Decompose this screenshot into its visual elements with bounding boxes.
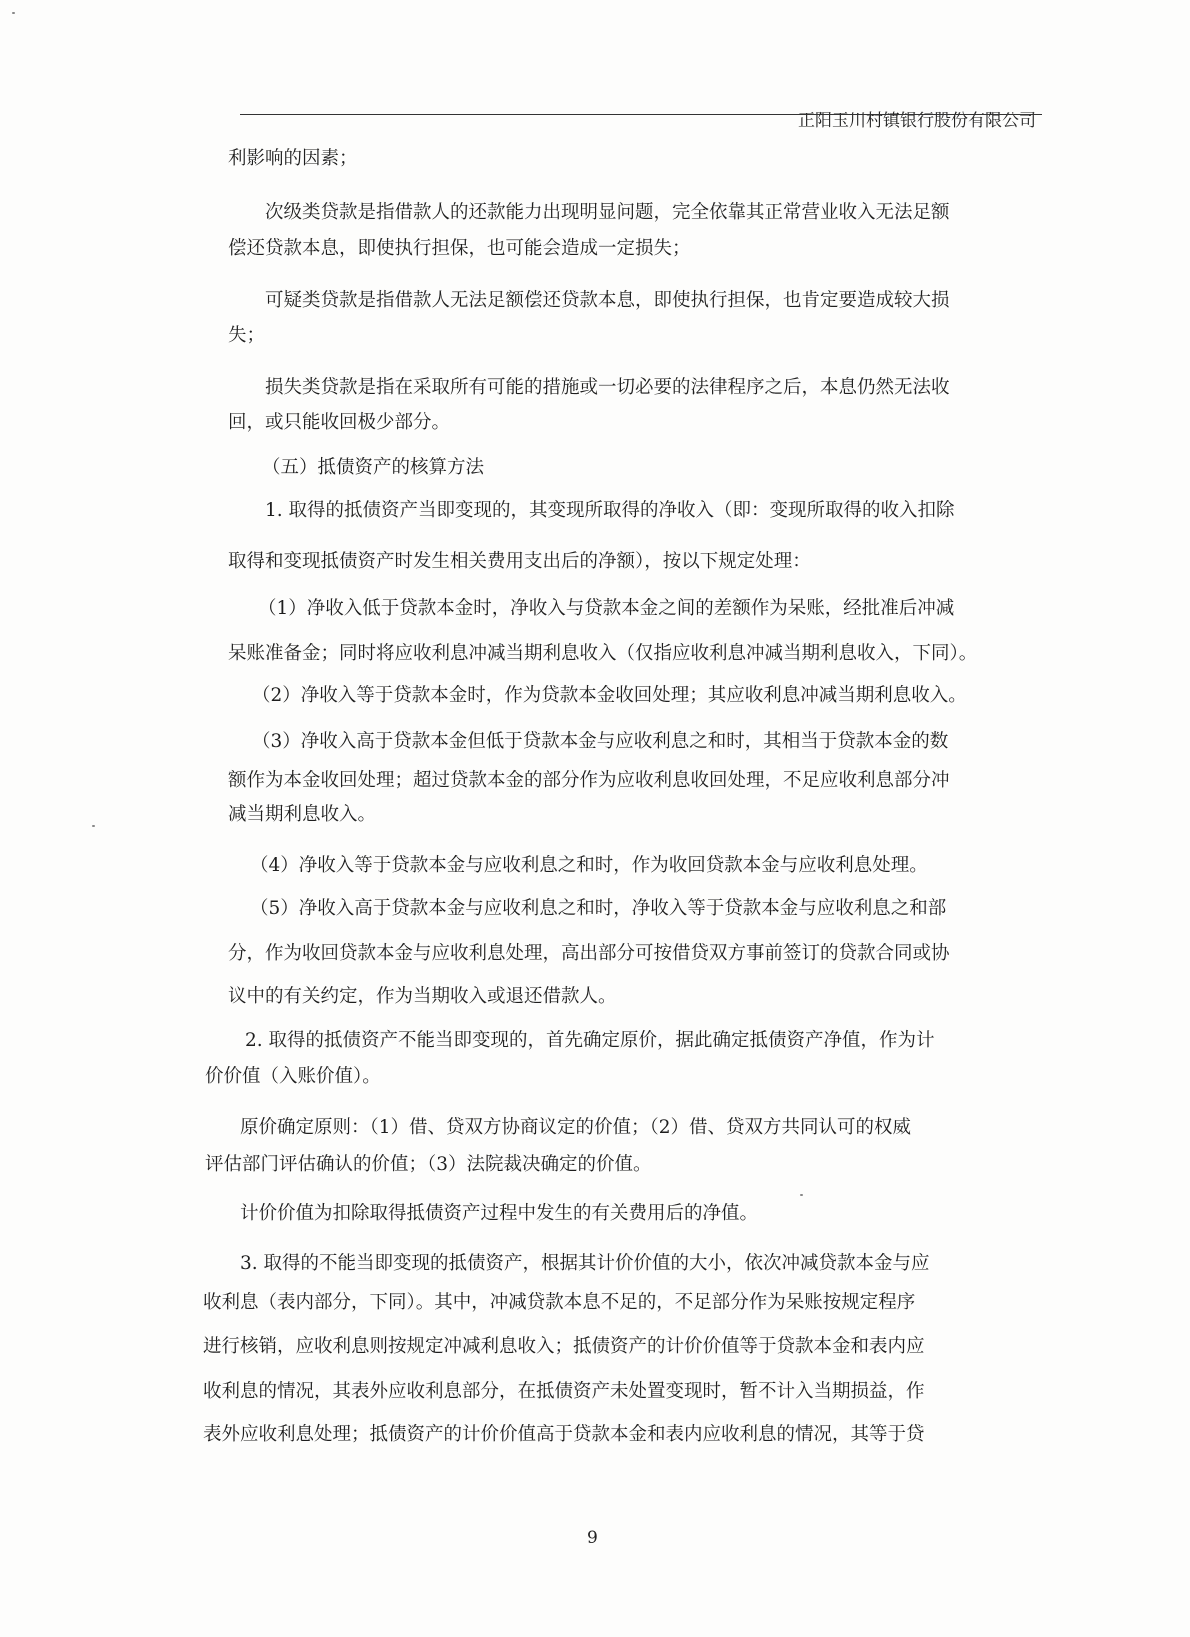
scan-speck [12, 12, 15, 14]
body-line: 价价值（入账价值）。 [205, 1066, 381, 1087]
body-line: 呆账准备金；同时将应收利息冲减当期利息收入（仅指应收利息冲减当期利息收入，下同）。 [228, 643, 978, 664]
body-line: 议中的有关约定，作为当期收入或退还借款人。 [228, 986, 617, 1007]
body-line: 失； [228, 325, 266, 346]
header-company-name: 正阳玉川村镇银行股份有限公司 [798, 111, 1036, 131]
body-line: 分，作为收回贷款本金与应收利息处理，高出部分可按借贷双方事前签订的贷款合同或协 [228, 943, 950, 964]
body-line: 损失类贷款是指在采取所有可能的措施或一切必要的法律程序之后，本息仍然无法收 [265, 377, 950, 398]
page-number: 9 [587, 1528, 598, 1548]
body-line: 次级类贷款是指借款人的还款能力出现明显问题，完全依靠其正常营业收入无法足额 [265, 202, 950, 223]
body-line: 额作为本金收回处理；超过贷款本金的部分作为应收利息收回处理，不足应收利息部分冲 [228, 770, 950, 791]
body-line: （1）净收入低于贷款本金时，净收入与贷款本金之间的差额作为呆账，经批准后冲减 [258, 598, 955, 619]
body-line: （2）净收入等于贷款本金时，作为贷款本金收回处理；其应收利息冲减当期利息收入。 [252, 685, 967, 706]
body-line: 评估部门评估确认的价值；（3）法院裁决确定的价值。 [205, 1154, 652, 1175]
body-line: 收利息（表内部分，下同）。其中，冲减贷款本息不足的，不足部分作为呆账按规定程序 [203, 1292, 916, 1313]
scan-speck [800, 1194, 803, 1196]
body-line: 1. 取得的抵债资产当即变现的，其变现所取得的净收入（即：变现所取得的收入扣除 [265, 500, 955, 521]
body-line: 偿还贷款本息，即使执行担保，也可能会造成一定损失； [228, 238, 691, 259]
body-line: （5）净收入高于贷款本金与应收利息之和时，净收入等于贷款本金与应收利息之和部 [250, 898, 947, 919]
scan-speck [92, 825, 95, 827]
body-line: 原价确定原则：（1）借、贷双方协商议定的价值；（2）借、贷双方共同认可的权威 [240, 1117, 912, 1138]
body-line: （4）净收入等于贷款本金与应收利息之和时，作为收回贷款本金与应收利息处理。 [250, 855, 928, 876]
body-line: 减当期利息收入。 [228, 804, 377, 825]
body-line: 取得和变现抵债资产时发生相关费用支出后的净额），按以下规定处理： [228, 551, 811, 572]
body-line: 表外应收利息处理；抵债资产的计价价值高于贷款本金和表内应收利息的情况，其等于贷 [203, 1424, 925, 1445]
section-heading: （五）抵债资产的核算方法 [262, 457, 485, 478]
body-line: 回，或只能收回极少部分。 [228, 412, 451, 433]
body-line: 3. 取得的不能当即变现的抵债资产，根据其计价价值的大小，依次冲减贷款本金与应 [240, 1253, 930, 1274]
body-line: 可疑类贷款是指借款人无法足额偿还贷款本息，即使执行担保，也肯定要造成较大损 [265, 290, 950, 311]
body-line: 利影响的因素； [228, 148, 358, 169]
header-rule [240, 114, 1042, 115]
body-line: 2. 取得的抵债资产不能当即变现的，首先确定原价，据此确定抵债资产净值，作为计 [245, 1030, 935, 1051]
body-line: 计价价值为扣除取得抵债资产过程中发生的有关费用后的净值。 [240, 1203, 759, 1224]
body-line: 进行核销，应收利息则按规定冲减利息收入；抵债资产的计价价值等于贷款本金和表内应 [203, 1336, 925, 1357]
body-line: 收利息的情况，其表外应收利息部分，在抵债资产未处置变现时，暂不计入当期损益，作 [203, 1381, 925, 1402]
body-line: （3）净收入高于贷款本金但低于贷款本金与应收利息之和时，其相当于贷款本金的数 [252, 731, 949, 752]
